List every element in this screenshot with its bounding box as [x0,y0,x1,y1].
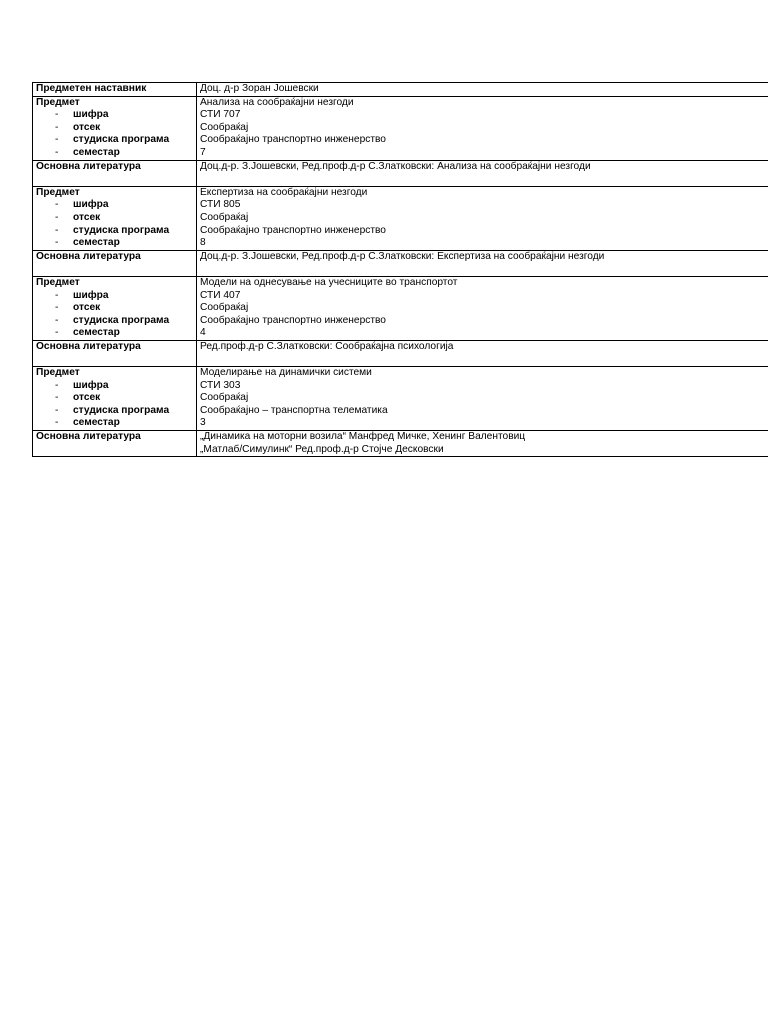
course-name: Моделирање на динамички системи [200,367,372,379]
course-program: Сообраќајно транспортно инженерство [200,224,386,236]
course-program: Сообраќајно транспортно инженерство [200,134,386,146]
course-code: СТИ 407 [200,289,241,301]
course-labels [33,367,197,431]
course-name: Модели на однесување на учесниците во транспортот [200,276,458,288]
course-values [197,186,768,250]
subject-label: Предмет [36,276,80,288]
course-table [32,82,768,457]
course-info-document [32,82,768,457]
department-label: - отсек [55,211,101,223]
course-program: Сообраќајно транспортно инженерство [200,314,386,326]
literature-label: Основна литература [36,250,141,262]
program-label: - студиска програма [55,224,170,236]
literature-label-cell [33,160,197,186]
course-labels [33,186,197,250]
literature-cell [197,340,768,366]
semester-label: - семестар [55,237,120,249]
literature-item: „Динамика на моторни возила“ Манфред Мичке, Хенинг Валентовиц [200,431,526,443]
course-department: Сообраќај [200,392,249,404]
course-code: СТИ 303 [200,379,241,391]
course-name: Анализа на сообраќајни незгоди [200,96,354,108]
course-semester: 4 [200,327,206,339]
program-label: - студиска програма [55,314,170,326]
semester-label: - семестар [55,417,120,429]
teacher-value: Доц. д-р Зоран Јошевски [197,83,768,97]
department-label: - отсек [55,302,101,314]
semester-label: - семестар [55,146,120,158]
literature-row [33,340,768,366]
course-semester: 8 [200,237,206,249]
course-program: Сообраќајно – транспортна телематика [200,404,388,416]
semester-label: - семестар [55,327,120,339]
code-label: - шифра [55,109,109,121]
literature-row [33,250,768,276]
course-labels [33,96,197,160]
department-label: - отсек [55,392,101,404]
literature-cell [197,250,768,276]
subject-label: Предмет [36,367,80,379]
literature-row [33,160,768,186]
literature-label-cell [33,250,197,276]
teacher-row [33,83,768,97]
course-labels [33,276,197,340]
program-label: - студиска програма [55,404,170,416]
literature-label-cell [33,431,197,457]
course-semester: 3 [200,417,206,429]
course-values [197,96,768,160]
literature-item: Ред.проф.д-р С.Златковски: Сообраќајна психологија [200,340,454,352]
course-values [197,276,768,340]
teacher-label: Предметен наставник [33,83,197,97]
course-row [33,276,768,340]
course-name: Експертиза на сообраќајни незгоди [200,186,368,198]
course-row [33,186,768,250]
literature-item: Доц.д-р. З.Јошевски, Ред.проф.д-р С.Златковски: Експертиза на сообраќајни незгоди [200,250,605,262]
course-department: Сообраќај [200,302,249,314]
course-row [33,367,768,431]
literature-label: Основна литература [36,431,141,443]
course-department: Сообраќај [200,211,249,223]
code-label: - шифра [55,289,109,301]
literature-cell [197,431,768,457]
course-values [197,367,768,431]
department-label: - отсек [55,121,101,133]
subject-label: Предмет [36,186,80,198]
course-department: Сообраќај [200,121,249,133]
literature-label: Основна литература [36,340,141,352]
literature-item: „Матлаб/Симулинк“ Ред.проф.д-р Стојче Десковски [200,443,444,455]
literature-item: Доц.д-р. З.Јошевски, Ред.проф.д-р С.Златковски: Анализа на сообраќајни незгоди [200,160,591,172]
course-semester: 7 [200,146,206,158]
literature-row [33,431,768,457]
literature-cell [197,160,768,186]
code-label: - шифра [55,379,109,391]
literature-label: Основна литература [36,160,141,172]
course-code: СТИ 805 [200,199,241,211]
code-label: - шифра [55,199,109,211]
literature-label-cell [33,340,197,366]
program-label: - студиска програма [55,134,170,146]
course-code: СТИ 707 [200,109,241,121]
course-row [33,96,768,160]
subject-label: Предмет [36,96,80,108]
